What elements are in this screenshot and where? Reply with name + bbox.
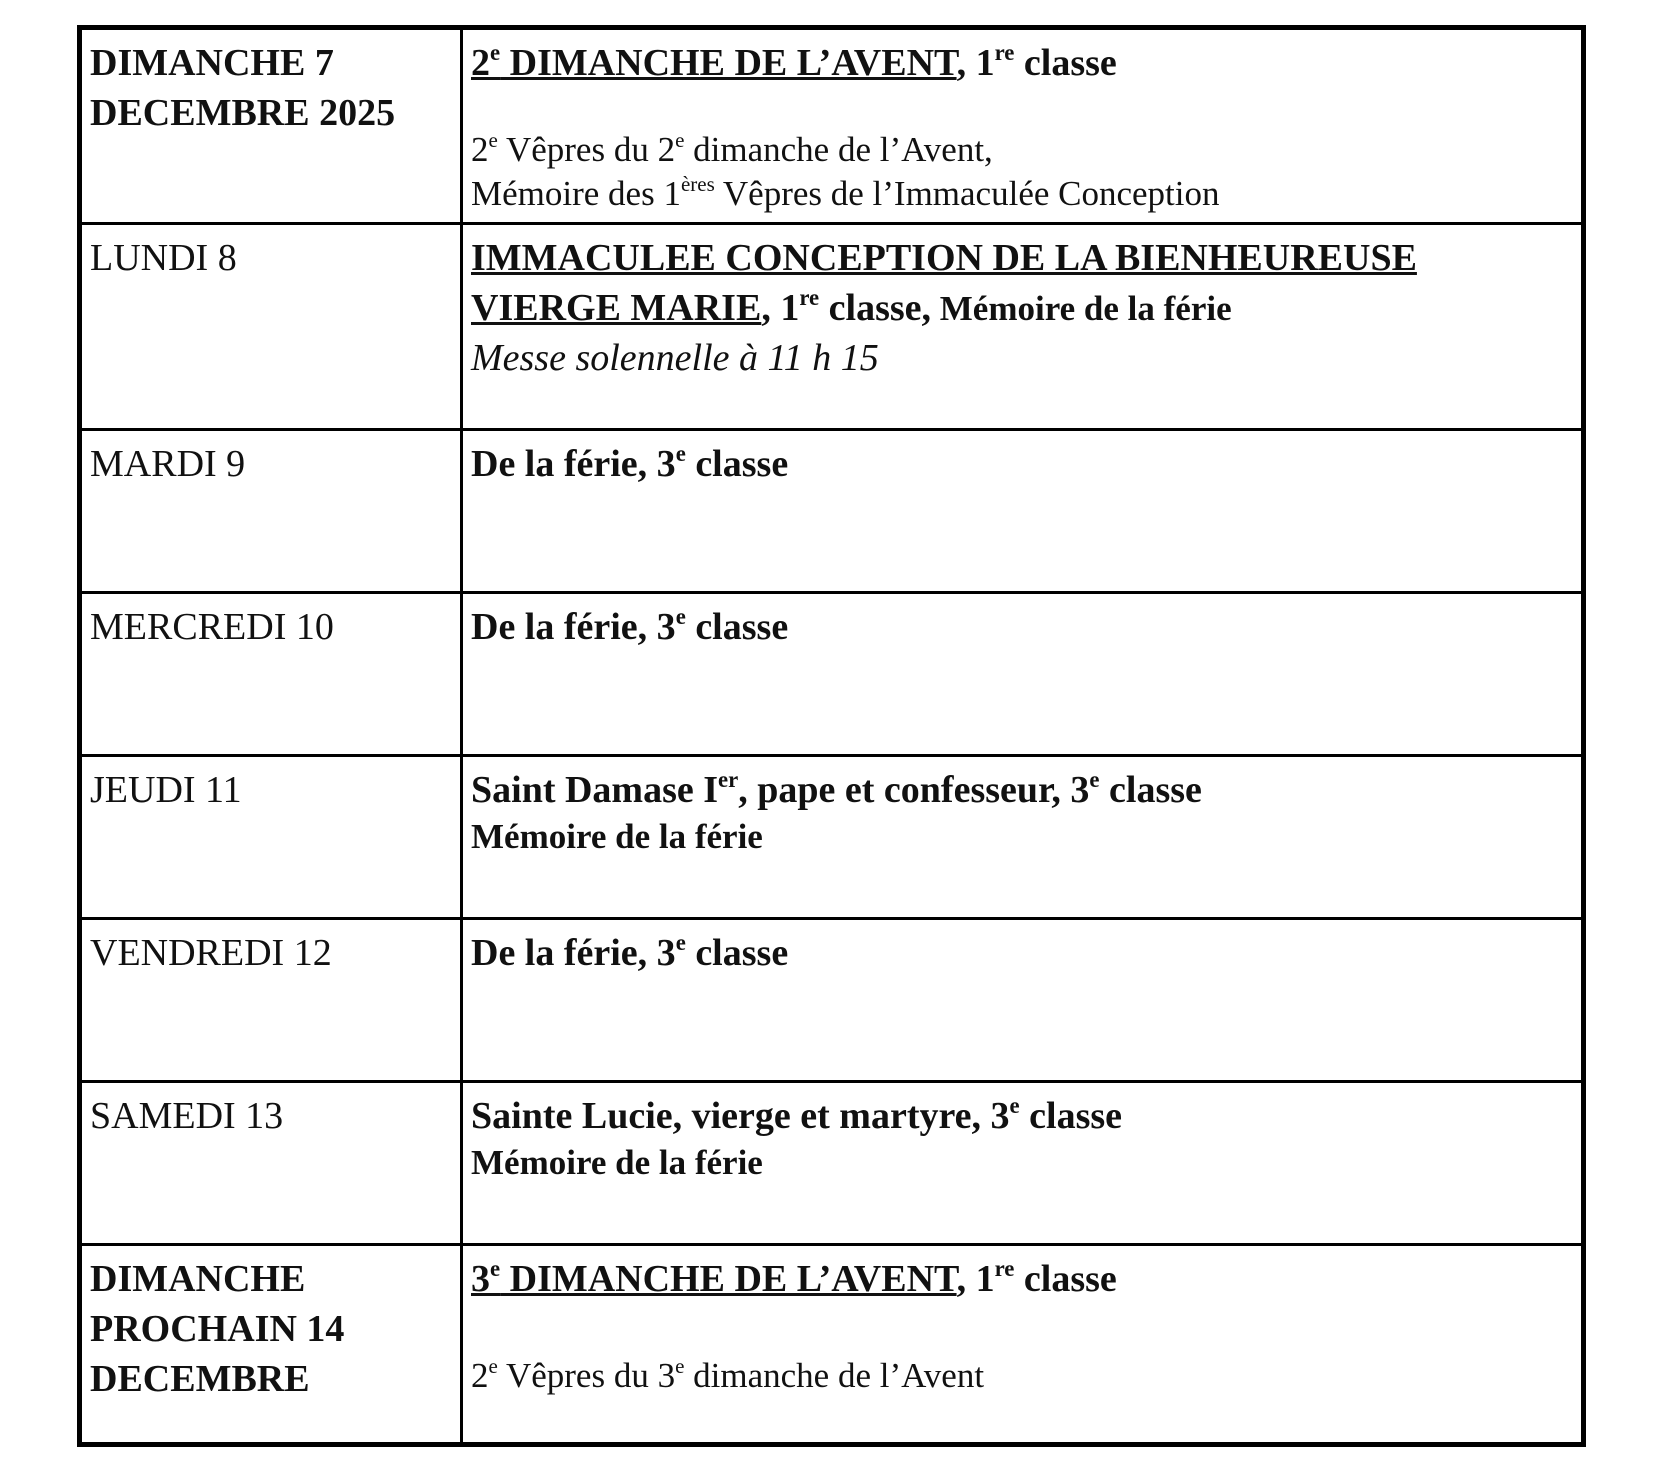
mass-note: Messe solennelle à 11 h 15 (471, 337, 879, 379)
text: , pape et confesseur, 3 (738, 769, 1090, 811)
text: dimanche de l’Avent (684, 1356, 985, 1395)
table-row (80, 28, 1584, 224)
text: Sainte Lucie, vierge et martyre, 3 (471, 1095, 1010, 1137)
text: classe (685, 443, 789, 485)
text: classe (685, 606, 789, 648)
day-cell: DIMANCHE 7 DECEMBRE 2025 (80, 28, 462, 224)
day-cell: SAMEDI 13 (80, 1082, 462, 1245)
text: Vêpres de l’Immaculée Conception (714, 174, 1220, 213)
feast-title (471, 233, 1573, 333)
sup: er (718, 767, 739, 793)
text: De la férie, 3 (471, 932, 676, 974)
sup: e (488, 128, 498, 153)
title-main: IMMACULEE CONCEPTION DE LA BIENHEUREUSE VIERGE MARIE (471, 237, 1417, 329)
office-cell (462, 1082, 1584, 1245)
text: Saint Damase I (471, 769, 719, 811)
table-row (80, 593, 1584, 756)
liturgical-calendar-table (77, 25, 1586, 1447)
title-class-number: , 1 (956, 1258, 995, 1300)
title-class-superscript: re (799, 285, 820, 311)
sup: e (1009, 1093, 1020, 1119)
title-superscript: e (490, 40, 501, 66)
office-cell (462, 224, 1584, 430)
vespers-line (471, 128, 1573, 172)
title-number: 3 (471, 1258, 490, 1300)
sup: e (675, 441, 686, 467)
title-class-number: , 1 (956, 42, 995, 84)
sup: e (675, 1354, 685, 1379)
title-class-number: , 1 (761, 287, 800, 329)
feast-title (471, 439, 1573, 489)
text: De la férie, 3 (471, 606, 676, 648)
day-cell: JEUDI 11 (80, 756, 462, 919)
feast-title (471, 928, 1573, 978)
feast-title (471, 602, 1573, 652)
text: Mémoire des 1 (471, 174, 681, 213)
sup: ères (680, 172, 715, 197)
day-cell: MERCREDI 10 (80, 593, 462, 756)
title-class-superscript: re (994, 1256, 1015, 1282)
office-cell (462, 28, 1584, 224)
feast-title (471, 1091, 1573, 1141)
title-class: classe (1014, 42, 1117, 84)
table-row (80, 430, 1584, 593)
text: classe (1099, 769, 1202, 811)
text: Vêpres du 2 (497, 130, 676, 169)
text: Vêpres du 3 (497, 1356, 676, 1395)
office-cell (462, 593, 1584, 756)
vespers-line (471, 1354, 1573, 1398)
sup: e (1089, 767, 1100, 793)
feast-title (471, 765, 1573, 815)
office-cell (462, 919, 1584, 1082)
title-class: classe (1014, 1258, 1117, 1300)
office-cell (462, 1245, 1584, 1445)
office-cell (462, 756, 1584, 919)
memoire-line: Mémoire de la férie (471, 1143, 763, 1182)
text: 2 (471, 130, 489, 169)
sup: e (488, 1354, 498, 1379)
title-number: 2 (471, 42, 490, 84)
day-cell: VENDREDI 12 (80, 919, 462, 1082)
text: 2 (471, 1356, 489, 1395)
title-class: classe, (819, 287, 932, 329)
feast-title (471, 38, 1573, 88)
text: De la férie, 3 (471, 443, 676, 485)
title-main: DIMANCHE DE L’AVENT (500, 42, 957, 84)
title-class-superscript: re (994, 40, 1015, 66)
sup: e (675, 930, 686, 956)
feast-title (471, 1254, 1573, 1304)
day-label: LUNDI 8 (90, 237, 237, 279)
title-superscript: e (490, 1256, 501, 1282)
table-row (80, 224, 1584, 430)
day-cell: MARDI 9 (80, 430, 462, 593)
table-row (80, 1245, 1584, 1445)
memoire-text: Mémoire de la férie (931, 289, 1232, 328)
title-main: DIMANCHE DE L’AVENT (500, 1258, 957, 1300)
text: classe (685, 932, 789, 974)
day-cell: DIMANCHE PROCHAIN 14 DECEMBRE (80, 1245, 462, 1445)
memoire-line: Mémoire de la férie (471, 817, 763, 856)
text: classe (1019, 1095, 1123, 1137)
table-row (80, 919, 1584, 1082)
sup: e (675, 604, 686, 630)
text: dimanche de l’Avent, (684, 130, 993, 169)
day-cell (80, 224, 462, 430)
table-row (80, 1082, 1584, 1245)
office-cell (462, 430, 1584, 593)
table-row (80, 756, 1584, 919)
sup: e (675, 128, 685, 153)
memoire-line (471, 172, 1573, 216)
